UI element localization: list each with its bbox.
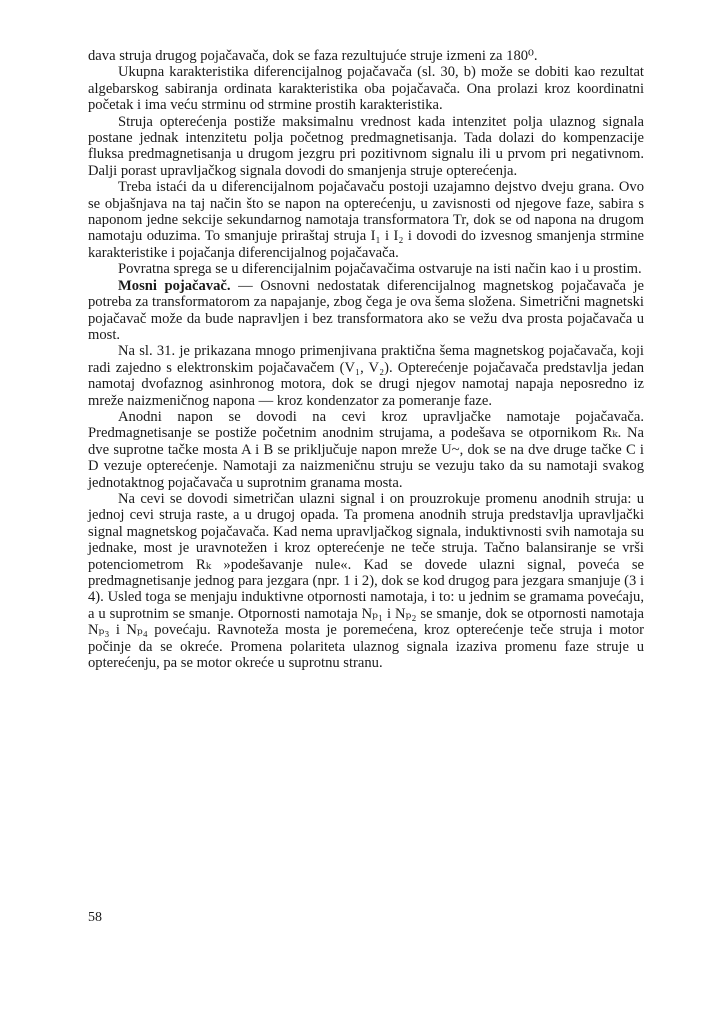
paragraph-text: Struja opterećenja postiže maksimalnu vrednost kada intenzitet polja ulaznog signala postane jednak intenzitetu polja početnog predmagnetisanja. Tada dolazi do kompenzacije fluksa predmagnetisanja u drugom jezgru pri pozitivnom signalu ili u prvom pri negativnom. Dalji porast upravljačkog signala dovodi do smanjenja struje opterećenja. <box>88 113 644 179</box>
body-text <box>88 48 644 671</box>
paragraph-symmetric-signal <box>88 491 644 671</box>
paragraph-text: Treba istaći da u diferencijalnom pojačavaču postoji uzajamno dejstvo dveju grana. Ovo se objašnjava na taj način što se napon na opterećenju, u zavisnosti od njegove faze, sabira s naponom jedne sekcije sekundarnog namotaja transformatora Tr, dok se od napona na drugom namotaju oduzima. To smanjuje priraštaj struja I₁ i I₂ i dovodi do izvesnog smanjenja strmine karakteristike i pojačanja diferencijalnog pojačavača. <box>88 179 644 261</box>
paragraph-text: — Osnovni nedostatak diferencijalnog magnetskog pojačavača je potreba za transformatorom za napajanje, zbog čega je ova šema složena. Simetrični magnetski pojačavač može da bude napravljen i bez transformatora ako se vežu dva prosta pojačavača u most. <box>88 277 644 343</box>
paragraph-load-current <box>88 114 644 180</box>
paragraph-text: dava struja drugog pojačavača, dok se faza rezultujuće struje izmeni za 180⁰. <box>88 48 538 64</box>
paragraph-continuation <box>88 48 644 64</box>
paragraph-fig31 <box>88 343 644 409</box>
paragraph-text: Ukupna karakteristika diferencijalnog pojačavača (sl. 30, b) može se dobiti kao rezultat algebarskog sabiranja ordinata karakteristika oba pojačavača. Ona prolazi kroz koordinatni početak i ima veću strminu od strmine prostih karakteristika. <box>88 64 644 114</box>
paragraph-bridge-amplifier <box>88 278 644 344</box>
section-heading: Mosni pojačavač. <box>118 277 231 294</box>
paragraph-feedback <box>88 261 644 277</box>
paragraph-text: Povratna sprega se u diferencijalnim pojačavačima ostvaruje na isti način kao i u prostim. <box>118 261 642 278</box>
page-number: 58 <box>88 910 102 925</box>
paragraph-text: Na sl. 31. je prikazana mnogo primenjivana praktična šema magnetskog pojačavača, koji radi zajedno s elektronskim pojačavačem (V₁, V₂). Opterećenje pojačavača predstavlja jedan namotaj dvofaznog asinhronog motora, dok se drugi njegov namotaj napaja neposredno iz mreže naizmeničnog napona — kroz kondenzator za pomeranje faze. <box>88 343 644 409</box>
paragraph-anode-voltage <box>88 409 644 491</box>
paragraph-text: Na cevi se dovodi simetričan ulazni signal i on prouzrokuje promenu anodnih struja: u jednoj cevi struja raste, a u drugoj opada. Ta promena anodnih struja predstavlja upravljački signal magnetskog pojačavača. Kad nema upravljačkog signala, induktivnosti svih namotaja su jednake, most je uravnotežen i kroz opterećenje ne teče struja. Tačno balansiranje se vrši potenciometrom Rₖ »podešavanje nule«. Kad se dovede ulazni signal, poveća se predmagnetisanje jednog para jezgara (npr. 1 i 2), dok se kod drugog para jezgara smanjuje (3 i 4). Usled toga se menjaju induktivne otpornosti namotaja, i to: u jednim se gramama povećaju, a u suprotnim se smanje. Otpornosti namotaja Nₚ₁ i Nₚ₂ se smanje, dok se otpornosti namotaja Nₚ₃ i Nₚ₄ povećaju. Ravnoteža mosta je poremećena, kroz opterećenje teče struja i motor počinje da se okreće. Promena polariteta ulaznog signala izaziva promenu faze struje u opterećenju, pa se motor okreće u suprotnu stranu. <box>88 490 644 672</box>
paragraph-text: Anodni napon se dovodi na cevi kroz upravljačke namotaje pojačavača. Predmagnetisanje se postiže početnim anodnim strujama, a podešava se otpornikom Rₖ. Na dve suprotne tačke mosta A i B se priključuje napon mreže U~, dok se na dve druge tačke C i D vezuje opterećenje. Namotaji za naizmeničnu struju se vezuju tako da su namotaji svakog jednotaktnog pojačavača u suprotnim granama mosta. <box>88 408 644 491</box>
paragraph-mutual-action <box>88 179 644 261</box>
paragraph-total-characteristic <box>88 64 644 113</box>
